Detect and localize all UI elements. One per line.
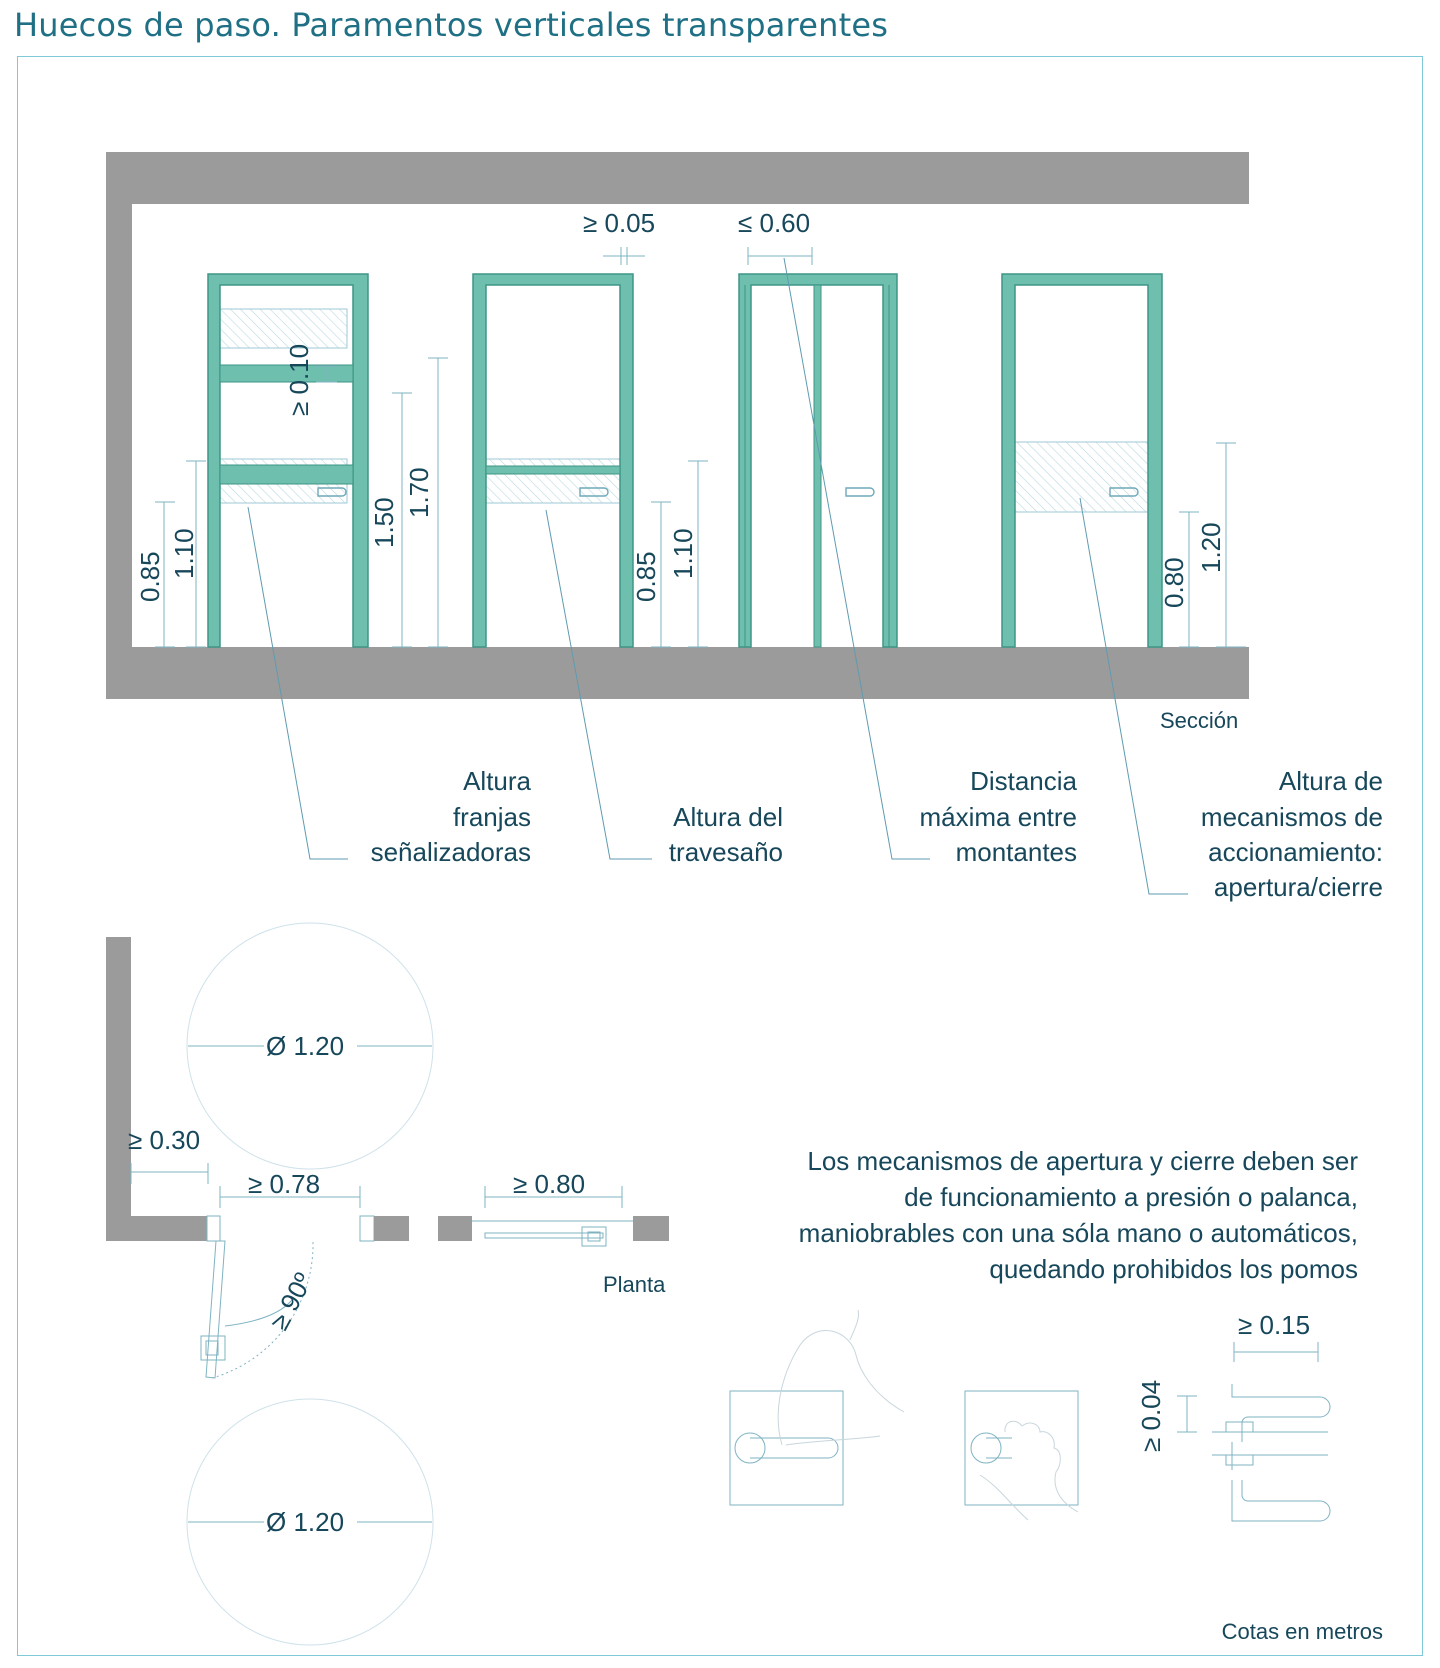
svg-text:maniobrables con una sóla mano: maniobrables con una sóla mano o automáticos, — [798, 1218, 1358, 1248]
dim-circle-bottom: Ø 1.20 — [266, 1507, 345, 1537]
dim-d1-150: 1.50 — [369, 497, 399, 548]
svg-text:Los mecanismos de apertura y c: Los mecanismos de apertura y cierre deben ser — [807, 1146, 1358, 1176]
dim-d1-110: 1.10 — [169, 528, 199, 579]
plan-jamb-left — [207, 1216, 220, 1241]
dim-side-clearance: ≥ 0.30 — [128, 1125, 201, 1155]
plan-view — [106, 923, 669, 1645]
svg-text:apertura/cierre: apertura/cierre — [1213, 872, 1383, 902]
svg-text:montantes: montantes — [955, 837, 1077, 867]
door-mechanism-band — [1002, 274, 1162, 647]
svg-text:Altura: Altura — [463, 766, 531, 796]
sliding-door — [472, 1221, 633, 1246]
plan-wall-left — [106, 1216, 208, 1241]
door-transom — [473, 274, 633, 647]
dim-d4-080: 0.80 — [1159, 557, 1189, 608]
dim-circle-top: Ø 1.20 — [266, 1031, 345, 1061]
dim-d1-170: 1.70 — [404, 467, 434, 518]
dim-transom-width: ≥ 0.05 — [583, 208, 656, 238]
plan-dimension-lines — [131, 1046, 622, 1522]
page-title: Huecos de paso. Paramentos verticales transparentes — [14, 6, 889, 44]
svg-text:mecanismos de: mecanismos de — [1200, 802, 1383, 832]
dim-swing-door-width: ≥ 0.78 — [248, 1169, 321, 1199]
lever-handle-grip-illustration — [965, 1391, 1078, 1520]
dim-d4-120: 1.20 — [1196, 522, 1226, 573]
lever-handle-dimension-detail — [1177, 1342, 1330, 1521]
dim-opening-angle: ≥ 90º — [263, 1267, 319, 1335]
door-mullions — [739, 274, 897, 647]
dim-lever-clearance: ≥ 0.04 — [1136, 1379, 1166, 1452]
svg-text:accionamiento:: accionamiento: — [1208, 837, 1383, 867]
svg-text:franjas: franjas — [452, 802, 531, 832]
svg-text:Distancia: Distancia — [970, 766, 1077, 796]
svg-text:travesaño: travesaño — [668, 837, 783, 867]
plan-wall-sliding-left — [438, 1216, 472, 1241]
units-note: Cotas en metros — [1221, 1619, 1383, 1644]
callout-mullions — [920, 766, 1078, 867]
callout-mechanisms — [1201, 766, 1383, 902]
svg-text:Altura del: Altura del — [673, 802, 783, 832]
dim-lever-length: ≥ 0.15 — [1238, 1310, 1311, 1340]
dim-strip-gap: ≥ 0.10 — [284, 343, 314, 416]
section-view — [106, 152, 1383, 902]
plan-wall-right — [374, 1216, 409, 1241]
door-handle-3 — [846, 488, 874, 496]
ceiling-slab — [106, 152, 1249, 204]
door-signal-strips — [208, 274, 368, 647]
section-label: Sección — [1160, 708, 1239, 733]
callout-transom — [669, 802, 783, 867]
left-wall — [106, 152, 132, 699]
dim-sliding-door-width: ≥ 0.80 — [513, 1169, 586, 1199]
plan-wall-sliding-right — [633, 1216, 669, 1241]
callout-leaders — [248, 258, 1188, 894]
dim-d1-085: 0.85 — [135, 551, 165, 602]
mechanisms-note — [799, 1146, 1359, 1284]
svg-text:máxima entre: máxima entre — [919, 802, 1077, 832]
plan-side-wall — [106, 937, 131, 1241]
svg-text:quedando prohibidos los pomos: quedando prohibidos los pomos — [989, 1254, 1358, 1284]
plan-label: Planta — [603, 1272, 666, 1297]
svg-text:Altura de: Altura de — [1278, 766, 1383, 796]
lever-handle-press-illustration — [730, 1310, 904, 1505]
svg-text:de funcionamiento a presión o: de funcionamiento a presión o palanca, — [904, 1182, 1358, 1212]
callout-strips — [371, 766, 532, 867]
dim-d2-085: 0.85 — [631, 551, 661, 602]
svg-text:señalizadoras: señalizadoras — [370, 837, 531, 867]
plan-jamb-right — [360, 1216, 374, 1241]
dim-d2-110: 1.10 — [668, 528, 698, 579]
dim-mullion-distance: ≤ 0.60 — [738, 208, 811, 238]
